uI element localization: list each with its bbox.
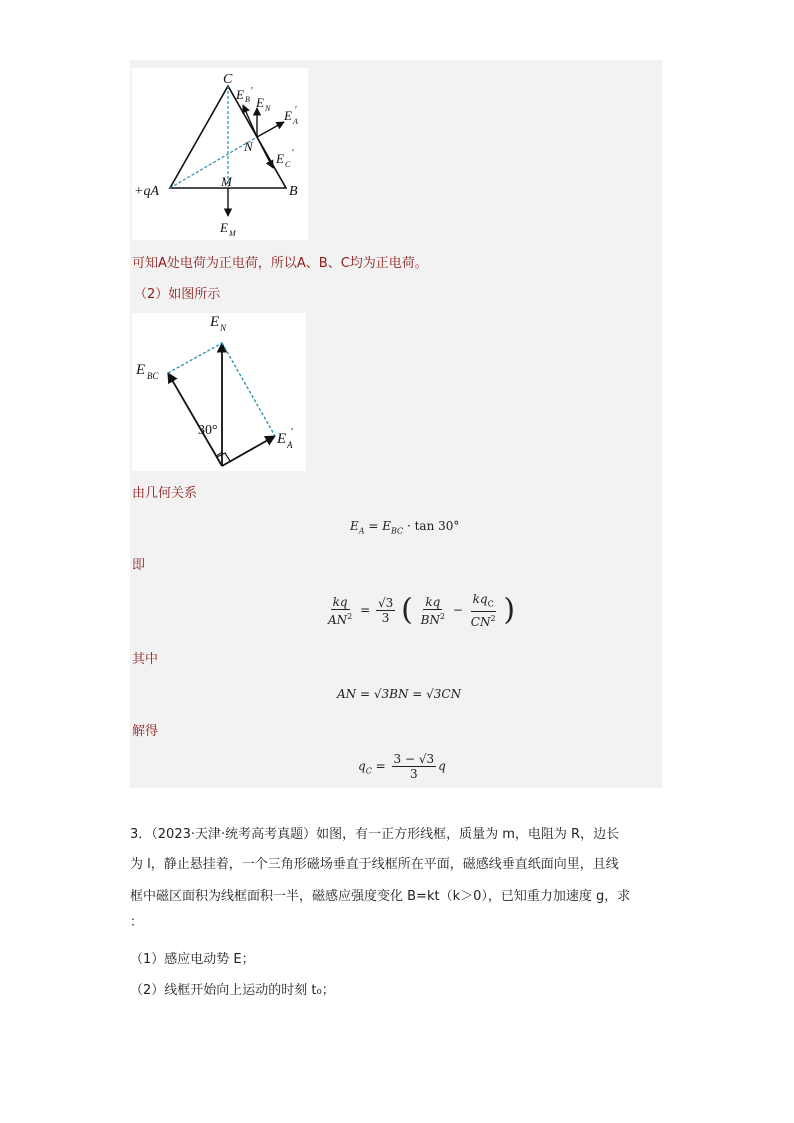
problem-3-question-2: （2）线框开始向上运动的时刻 t₀； bbox=[130, 983, 335, 998]
label-ea-prime: ′ bbox=[291, 426, 294, 438]
label-c: C bbox=[223, 72, 233, 87]
eq2-minus: − bbox=[452, 603, 463, 618]
eq4-den: 3 bbox=[409, 767, 418, 781]
label-eb-prime: ′ bbox=[251, 86, 254, 97]
arrow-ea bbox=[257, 122, 284, 137]
equation-lengths: AN = √3BN = √3CN bbox=[337, 687, 462, 701]
figure-vector-composition bbox=[132, 313, 306, 471]
label-ebc: E bbox=[136, 362, 146, 378]
problem-3-line-1: 3．（2023·天津·统考高考真题）如图，有一正方形线框，质量为 m，电阻为 R，边长 bbox=[130, 827, 620, 842]
problem-3-line-2: 为 l，静止悬挂着，一个三角形磁场垂直于线框所在平面，磁感线垂直纸面向里，且线 bbox=[130, 857, 619, 872]
eq1-ebc-sub: BC bbox=[391, 526, 404, 536]
problem-3-line-3: 框中磁区面积为线框面积一半，磁感应强度变化 B=kt（k＞0），已知重力加速度 g，求 bbox=[130, 889, 631, 904]
eq2-kqc: kq bbox=[472, 592, 488, 606]
label-ea-sub: A bbox=[287, 440, 293, 450]
dash-en-ea bbox=[222, 343, 275, 436]
label-a: +qA bbox=[134, 184, 159, 199]
label-ebc-sub: BC bbox=[147, 371, 159, 381]
namely-label: 即 bbox=[132, 558, 146, 573]
equation-result: $q_C$ = $\frac{3 - √3}{3}$ q bbox=[358, 752, 446, 781]
eq2-num-kq2: kq bbox=[425, 594, 441, 609]
eq4-num: 3 − √3 bbox=[393, 752, 435, 766]
eq2-sqrt3: √3 bbox=[377, 596, 394, 611]
eq2-num-kq: kq bbox=[332, 594, 348, 609]
eq2-three: 3 bbox=[381, 611, 390, 626]
eq2-sq1: 2 bbox=[347, 611, 353, 621]
label-em-sub: M bbox=[229, 229, 236, 238]
label-eb: E bbox=[236, 87, 244, 102]
label-en: E bbox=[210, 314, 220, 330]
eq2-an: AN bbox=[328, 612, 348, 627]
eq2-equals: = bbox=[360, 603, 371, 618]
eq2-bn: BN bbox=[420, 612, 440, 627]
label-n: N bbox=[244, 139, 253, 154]
label-angle: 30° bbox=[198, 423, 218, 438]
eq4-q: q bbox=[358, 759, 366, 773]
vector-ebc bbox=[168, 373, 222, 466]
arrow-ec bbox=[257, 137, 273, 168]
eq2-kqc-sub: C bbox=[487, 599, 494, 609]
eq2-sq2: 2 bbox=[439, 611, 446, 621]
label-ea-sub: A bbox=[293, 117, 298, 126]
eq4-tail: q bbox=[438, 759, 446, 773]
eq1-ea: E bbox=[350, 519, 359, 533]
vector-diagram bbox=[132, 313, 306, 471]
conclusion-positive-charges: 可知A处电荷为正电荷，所以A、B、C均为正电荷。 bbox=[132, 256, 428, 271]
arrow-eb bbox=[243, 105, 257, 137]
label-en: E bbox=[256, 95, 264, 110]
label-ec-sub: C bbox=[285, 160, 291, 169]
eq1-ea-sub: A bbox=[358, 526, 365, 536]
eq2-cn: CN bbox=[470, 615, 491, 630]
label-em: E bbox=[220, 220, 228, 235]
part-2-heading: （2）如图所示 bbox=[134, 287, 221, 302]
solve-label: 解得 bbox=[132, 724, 159, 739]
eq2-sq3: 2 bbox=[490, 614, 496, 624]
equation-main: $\frac{kq}{AN^2}$ = $\frac{√3}{3}$ ( $\frac{kq}{BN^2}$ − $\frac{kq_C}{CN^2}$ ) bbox=[328, 592, 516, 630]
problem-3-line-4: ： bbox=[130, 915, 144, 930]
equation-tan: $E_A = E_{BC} \cdot \tan 30^\circ$ bbox=[350, 519, 460, 536]
problem-3-question-1: （1）感应电动势 E； bbox=[130, 952, 255, 967]
dash-ebc-en bbox=[168, 343, 222, 373]
vector-ea bbox=[222, 436, 275, 466]
label-m: M bbox=[221, 174, 232, 189]
label-ea: E bbox=[277, 431, 287, 447]
geometry-relation-label: 由几何关系 bbox=[132, 486, 198, 501]
label-ec-prime: ′ bbox=[292, 148, 295, 159]
where-label: 其中 bbox=[132, 652, 159, 667]
eq1-ebc: E bbox=[382, 519, 391, 533]
label-b: B bbox=[289, 184, 298, 199]
label-en-sub: N bbox=[220, 323, 227, 333]
label-ec: E bbox=[276, 151, 284, 166]
eq1-tan: · tan 30° bbox=[406, 519, 460, 533]
label-ea: E bbox=[284, 108, 292, 123]
label-eb-sub: B bbox=[245, 95, 250, 104]
figure-triangle-fields bbox=[132, 68, 308, 240]
eq4-q-sub: C bbox=[365, 766, 372, 776]
label-ea-prime: ′ bbox=[295, 105, 298, 116]
triangle-field-diagram bbox=[132, 68, 308, 240]
label-en-sub: N bbox=[265, 104, 271, 113]
